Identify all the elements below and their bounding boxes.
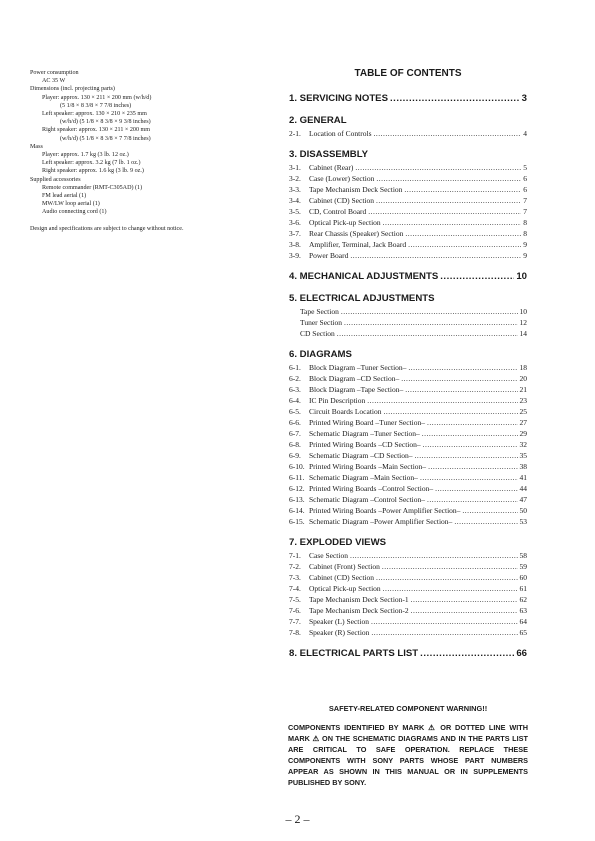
- dot-leader: [341, 306, 518, 317]
- dot-leader: [401, 373, 517, 384]
- toc-entry[interactable]: [289, 505, 527, 516]
- page-ref: 8: [523, 229, 527, 238]
- page-ref: 6: [523, 174, 527, 183]
- entry-number: 6-8.: [289, 440, 301, 449]
- toc-entry[interactable]: [289, 395, 527, 406]
- toc-title: TABLE OF CONTENTS: [354, 68, 462, 79]
- toc-entry[interactable]: [289, 239, 527, 250]
- toc-entry[interactable]: [289, 362, 527, 373]
- toc-entry[interactable]: [289, 317, 527, 328]
- page-ref: 21: [519, 385, 527, 394]
- spec-line: Right speaker: approx. 1.6 kg (3 lb. 9 oz.): [42, 168, 144, 175]
- page-ref: 18: [519, 363, 527, 372]
- dot-leader: [374, 128, 522, 139]
- page-ref: 65: [519, 628, 527, 637]
- entry-title: CD, Control Board: [309, 207, 367, 216]
- toc-entry[interactable]: [289, 594, 527, 605]
- entry-title: Tape Section: [300, 307, 339, 316]
- page-ref: 50: [519, 506, 527, 515]
- toc-sections: [289, 93, 527, 660]
- entry-number: 6-2.: [289, 374, 301, 383]
- dot-leader: [420, 472, 518, 483]
- spec-line: (w/h/d) (5 1/8 × 8 3/8 × 9 3/8 inches): [60, 119, 151, 126]
- entry-number: 3-4.: [289, 196, 301, 205]
- toc-entry[interactable]: [289, 162, 527, 173]
- entry-title: Power Board: [309, 251, 349, 260]
- spec-line: AC 35 W: [42, 78, 66, 85]
- toc-section: [289, 648, 527, 660]
- toc-section-heading: 7. EXPLODED VIEWS: [289, 537, 387, 548]
- toc-entry[interactable]: [289, 195, 527, 206]
- toc-entry[interactable]: [289, 184, 527, 195]
- toc-entry[interactable]: [289, 483, 527, 494]
- entry-title: Printed Wiring Board –Tuner Section–: [309, 418, 425, 427]
- toc-section-heading[interactable]: [289, 648, 527, 660]
- entry-title: Cabinet (Front) Section: [309, 562, 380, 571]
- page-ref: 7: [523, 207, 527, 216]
- dot-leader: [383, 406, 517, 417]
- dot-leader: [415, 450, 518, 461]
- page-ref: 60: [519, 573, 527, 582]
- entry-number: 3-2.: [289, 174, 301, 183]
- dot-leader: [408, 362, 517, 373]
- dot-leader: [428, 461, 517, 472]
- spec-line: Left speaker: approx. 130 × 210 × 235 mm: [42, 111, 147, 118]
- page-ref: 66: [516, 648, 527, 659]
- toc-entry[interactable]: [289, 572, 527, 583]
- entry-number: 6-9.: [289, 451, 301, 460]
- spec-line: Right speaker: approx. 130 × 211 × 200 mm: [42, 127, 151, 134]
- toc-entry[interactable]: [289, 250, 527, 261]
- spec-line: Player: approx. 1.7 kg (3 lb. 12 oz.): [42, 152, 129, 159]
- dot-leader: [405, 384, 517, 395]
- page-ref: 27: [519, 418, 527, 427]
- entry-title: Case Section: [309, 551, 348, 560]
- toc-section-heading[interactable]: [289, 93, 527, 105]
- toc-entry[interactable]: [289, 417, 527, 428]
- toc-section: [289, 115, 527, 139]
- page-ref: 9: [523, 251, 527, 260]
- entry-title: Block Diagram –Tuner Section–: [309, 363, 407, 372]
- dot-leader: [376, 572, 518, 583]
- page-ref: 9: [523, 240, 527, 249]
- entry-title: Optical Pick-up Section: [309, 584, 381, 593]
- toc-entry[interactable]: [289, 583, 527, 594]
- toc-section-heading: 6. DIAGRAMS: [289, 349, 352, 360]
- dot-leader: [355, 162, 521, 173]
- page-ref: 58: [519, 551, 527, 560]
- safety-body: COMPONENTS IDENTIFIED BY MARK ⚠ OR DOTTED LINE WITH MARK ⚠ ON THE SCHEMATIC DIAGRAMS AND IN THE PARTS LIST ARE CRITICAL TO SAFE OPERATION. REPLACE THESE COMPONENTS WITH SONY PARTS WHOSE PART NUMBERS APPEAR AS SHOWN IN THIS MANUAL OR IN SUPPLEMENTS PUBLISHED BY SONY.: [288, 723, 528, 788]
- entry-title: Schematic Diagram –Main Section–: [309, 473, 418, 482]
- entry-number: 7-8.: [289, 628, 301, 637]
- entry-number: 6-12.: [289, 484, 305, 493]
- entry-title: Schematic Diagram –Power Amplifier Section–: [309, 517, 453, 526]
- toc-entry[interactable]: [289, 516, 527, 527]
- page-ref: 8: [523, 218, 527, 227]
- spec-lines: [30, 69, 240, 217]
- toc-section-heading: 3. DISASSEMBLY: [289, 149, 369, 160]
- toc-entry[interactable]: [289, 173, 527, 184]
- toc-entry[interactable]: [289, 627, 527, 638]
- toc-entry[interactable]: [289, 605, 527, 616]
- toc-entry[interactable]: [289, 494, 527, 505]
- section-title: 1. SERVICING NOTES: [289, 93, 388, 104]
- toc-section: [289, 293, 527, 339]
- spec-line: Dimensions (incl. projecting parts): [30, 86, 115, 93]
- dot-leader: [390, 93, 520, 105]
- entry-number: 6-5.: [289, 407, 301, 416]
- spec-line: (5 1/8 × 8 3/8 × 7 7/8 inches): [60, 102, 132, 109]
- entry-title: IC Pin Description: [309, 396, 366, 405]
- page-ref: 20: [519, 374, 527, 383]
- specifications-column: [30, 69, 240, 233]
- dot-leader: [376, 195, 521, 206]
- dot-leader: [440, 271, 514, 283]
- entry-title: Optical Pick-up Section: [309, 218, 381, 227]
- section-title: 8. ELECTRICAL PARTS LIST: [289, 648, 419, 659]
- entry-number: 6-4.: [289, 396, 301, 405]
- page-ref: 10: [516, 271, 527, 282]
- page-ref: 4: [523, 129, 527, 138]
- entry-number: 3-5.: [289, 207, 301, 216]
- dot-leader: [350, 250, 521, 261]
- page-ref: 38: [519, 462, 527, 471]
- page-ref: 53: [519, 517, 527, 526]
- page-number: – 2 –: [285, 812, 310, 826]
- toc-entry[interactable]: [289, 561, 527, 572]
- toc-section: [289, 271, 527, 283]
- entry-number: 6-14.: [289, 506, 305, 515]
- dot-leader: [454, 516, 517, 527]
- page-ref: 61: [519, 584, 527, 593]
- page-ref: 62: [519, 595, 527, 604]
- spec-line: MW/LW loop aerial (1): [42, 201, 100, 208]
- toc-entry[interactable]: [289, 406, 527, 417]
- entry-title: Tape Mechanism Deck Section-2: [309, 606, 409, 615]
- table-of-contents: [289, 68, 527, 670]
- entry-number: 6-13.: [289, 495, 305, 504]
- dot-leader: [382, 561, 518, 572]
- dot-leader: [383, 217, 522, 228]
- dot-leader: [350, 550, 518, 561]
- entry-number: 6-10.: [289, 462, 305, 471]
- dot-leader: [337, 328, 518, 339]
- entry-title: Printed Wiring Boards –Power Amplifier Section–: [309, 506, 461, 515]
- section-title: 4. MECHANICAL ADJUSTMENTS: [289, 271, 439, 282]
- entry-title: Block Diagram –Tape Section–: [309, 385, 404, 394]
- page-ref: 10: [519, 307, 527, 316]
- entry-title: Printed Wiring Boards –CD Section–: [309, 440, 421, 449]
- page-ref: 59: [519, 562, 527, 571]
- page-ref: 32: [519, 440, 527, 449]
- toc-entry[interactable]: [289, 550, 527, 561]
- page-ref: 12: [519, 318, 527, 327]
- entry-title: CD Section: [300, 329, 335, 338]
- entry-number: 7-2.: [289, 562, 301, 571]
- dot-leader: [371, 627, 517, 638]
- safety-title: SAFETY-RELATED COMPONENT WARNING!!: [328, 704, 488, 713]
- page-ref: 7: [523, 196, 527, 205]
- entry-number: 6-11.: [289, 473, 305, 482]
- dot-leader: [423, 439, 518, 450]
- toc-section-heading[interactable]: [289, 271, 527, 283]
- entry-title: Rear Chassis (Speaker) Section: [309, 229, 404, 238]
- spec-line: Left speaker: approx. 3.2 kg (7 lb. 1 oz.): [42, 160, 141, 167]
- page-ref: 63: [519, 606, 527, 615]
- entry-number: 6-7.: [289, 429, 301, 438]
- page-ref: 47: [519, 495, 527, 504]
- dot-leader: [405, 228, 521, 239]
- entry-number: 3-3.: [289, 185, 301, 194]
- toc-entry[interactable]: [289, 461, 527, 472]
- entry-title: Cabinet (CD) Section: [309, 196, 374, 205]
- dot-leader: [408, 239, 521, 250]
- entry-title: Schematic Diagram –CD Section–: [309, 451, 413, 460]
- dot-leader: [420, 648, 514, 660]
- dot-leader: [344, 317, 517, 328]
- dot-leader: [367, 395, 517, 406]
- toc-entry[interactable]: [289, 472, 527, 483]
- entry-title: Tuner Section: [300, 318, 343, 327]
- toc-entry[interactable]: [289, 384, 527, 395]
- spec-line: Audio connecting cord (1): [42, 209, 107, 216]
- entry-title: Cabinet (Rear): [309, 163, 354, 172]
- entry-title: Block Diagram –CD Section–: [309, 374, 400, 383]
- toc-section: [289, 349, 527, 527]
- entry-title: Tape Mechanism Deck Section-1: [309, 595, 409, 604]
- page-ref: 25: [519, 407, 527, 416]
- entry-number: 3-1.: [289, 163, 301, 172]
- entry-number: 3-6.: [289, 218, 301, 227]
- dot-leader: [368, 206, 521, 217]
- entry-title: Speaker (R) Section: [309, 628, 370, 637]
- dot-leader: [462, 505, 517, 516]
- page-ref: 3: [521, 93, 527, 104]
- spec-line: (w/h/d) (5 1/8 × 8 3/8 × 7 7/8 inches): [60, 135, 151, 142]
- toc-entry[interactable]: [289, 439, 527, 450]
- entry-number: 7-3.: [289, 573, 301, 582]
- entry-title: Cabinet (CD) Section: [309, 573, 374, 582]
- toc-section-heading: 2. GENERAL: [289, 115, 347, 126]
- toc-entry[interactable]: [289, 328, 527, 339]
- page-ref: 44: [519, 484, 527, 493]
- page-ref: 29: [519, 429, 527, 438]
- entry-number: 7-6.: [289, 606, 301, 615]
- entry-number: 6-1.: [289, 363, 301, 372]
- entry-title: Schematic Diagram –Tuner Section–: [309, 429, 420, 438]
- toc-entry[interactable]: [289, 373, 527, 384]
- entry-title: Printed Wiring Boards –Main Section–: [309, 462, 427, 471]
- entry-title: Printed Wiring Boards –Control Section–: [309, 484, 434, 493]
- spec-line: Player: approx. 130 × 211 × 200 mm (w/h/d): [42, 94, 152, 101]
- spec-line: Mass: [30, 143, 43, 150]
- safety-warning: [288, 704, 528, 789]
- dot-leader: [371, 616, 518, 627]
- toc-entry[interactable]: [289, 428, 527, 439]
- page-ref: 64: [519, 617, 527, 626]
- entry-number: 6-3.: [289, 385, 301, 394]
- toc-entry[interactable]: [289, 206, 527, 217]
- page-ref: 6: [523, 185, 527, 194]
- spec-line: Power consumption: [30, 70, 79, 76]
- dot-leader: [404, 184, 521, 195]
- entry-number: 7-5.: [289, 595, 301, 604]
- entry-number: 7-1.: [289, 551, 301, 560]
- dot-leader: [435, 483, 517, 494]
- entry-number: 2-1.: [289, 129, 301, 138]
- page-ref: 14: [519, 329, 527, 338]
- entry-number: 6-15.: [289, 517, 305, 526]
- entry-title: Speaker (L) Section: [309, 617, 369, 626]
- entry-number: 3-7.: [289, 229, 301, 238]
- toc-entry[interactable]: [289, 228, 527, 239]
- toc-entry[interactable]: [289, 306, 527, 317]
- entry-title: Schematic Diagram –Control Section–: [309, 495, 426, 504]
- dot-leader: [427, 494, 517, 505]
- dot-leader: [383, 583, 518, 594]
- spec-line: Supplied accessories: [30, 176, 81, 183]
- toc-entry[interactable]: [289, 217, 527, 228]
- spec-note: Design and specifications are subject to change without notice.: [30, 225, 184, 232]
- page-ref: 35: [519, 451, 527, 460]
- toc-entry[interactable]: [289, 616, 527, 627]
- toc-section: [289, 537, 527, 638]
- page-ref: 5: [523, 163, 527, 172]
- dot-leader: [411, 605, 518, 616]
- dot-leader: [422, 428, 518, 439]
- entry-title: Location of Controls: [309, 129, 372, 138]
- entry-number: 7-4.: [289, 584, 301, 593]
- entry-number: 3-9.: [289, 251, 301, 260]
- entry-number: 7-7.: [289, 617, 301, 626]
- entry-number: 3-8.: [289, 240, 301, 249]
- toc-section-heading: 5. ELECTRICAL ADJUSTMENTS: [289, 293, 435, 304]
- toc-section: [289, 149, 527, 261]
- dot-leader: [427, 417, 518, 428]
- dot-leader: [411, 594, 518, 605]
- spec-line: Remote commander (RMT-C305AD) (1): [42, 184, 143, 191]
- toc-entry[interactable]: [289, 450, 527, 461]
- page-ref: 41: [519, 473, 527, 482]
- page-ref: 23: [519, 396, 527, 405]
- entry-title: Tape Mechanism Deck Section: [309, 185, 403, 194]
- entry-title: Case (Lower) Section: [309, 174, 375, 183]
- entry-title: Amplifier, Terminal, Jack Board: [309, 240, 407, 249]
- spec-line: FM lead aerial (1): [42, 193, 87, 200]
- toc-section: [289, 93, 527, 105]
- toc-entry[interactable]: [289, 128, 527, 139]
- entry-title: Circuit Boards Location: [309, 407, 382, 416]
- entry-number: 6-6.: [289, 418, 301, 427]
- dot-leader: [376, 173, 521, 184]
